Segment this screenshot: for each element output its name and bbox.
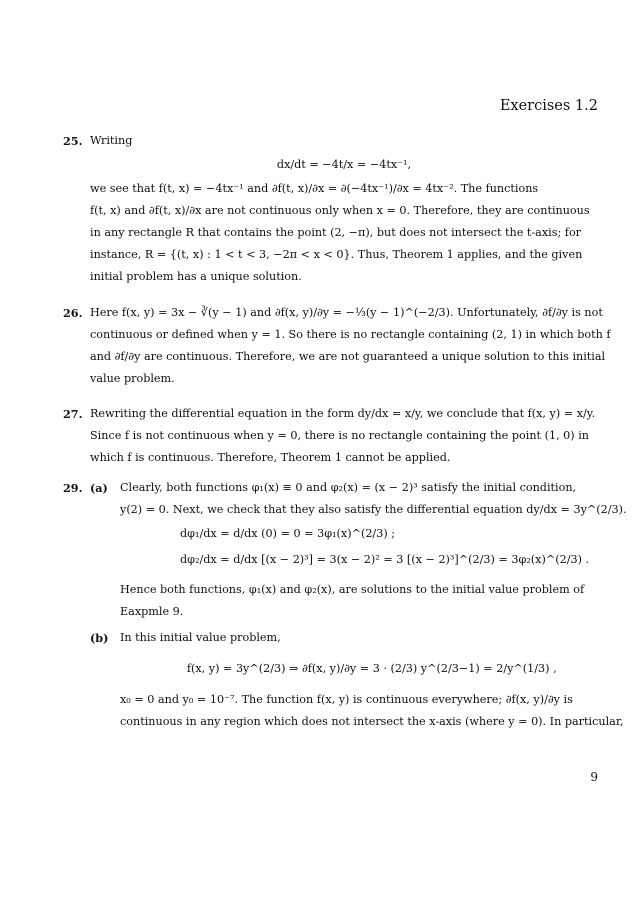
part-label: (a) bbox=[90, 481, 108, 495]
exercise-text: in any rectangle R that contains the point (2, −π), but does not intersect the t-axis; for bbox=[90, 226, 582, 239]
exercise-text: Writing bbox=[90, 134, 133, 147]
exercise-text: continuous or defined when y = 1. So there is no rectangle containing (2, 1) in which both f bbox=[90, 328, 611, 341]
exercise-number: 26. bbox=[63, 306, 83, 320]
exercise-text: Here f(x, y) = 3x − ∛(y − 1) and ∂f(x, y)/∂y = −⅓(y − 1)^(−2/3). Unfortunately, ∂f/∂y is not bbox=[90, 306, 603, 319]
exercise-27 bbox=[63, 403, 598, 469]
display-equation: f(x, y) = 3y^(2/3) ⇒ ∂f(x, y)/∂y = 3 · (2/3) y^(2/3−1) = 2/y^(1/3) , bbox=[186, 662, 557, 675]
display-equation: dx/dt = −4t/x = −4tx⁻¹, bbox=[276, 158, 412, 171]
exercise-text: instance, R = {(t, x) : 1 < t < 3, −2π < x < 0}. Thus, Theorem 1 applies, and the given bbox=[90, 248, 583, 261]
exercise-number: 29. bbox=[63, 481, 83, 495]
exercise-text: continuous in any region which does not intersect the x-axis (where y = 0). In particular, bbox=[120, 715, 624, 728]
exercise-29 bbox=[63, 477, 627, 733]
exercise-text: initial problem has a unique solution. bbox=[90, 270, 302, 283]
exercise-text: Rewriting the differential equation in the form dy/dx = x/y, we conclude that f(x, y) = x/y. bbox=[90, 407, 596, 420]
exercise-text: Clearly, both functions φ₁(x) ≡ 0 and φ₂(x) = (x − 2)³ satisfy the initial condition, bbox=[120, 481, 577, 494]
section-header: Exercises 1.2 bbox=[499, 98, 598, 114]
exercise-text: y(2) = 0. Next, we check that they also satisfy the differential equation dy/dx = 3y^(2/3). bbox=[120, 503, 627, 516]
exercise-number: 25. bbox=[63, 134, 83, 148]
exercise-text: we see that f(t, x) = −4tx⁻¹ and ∂f(t, x)/∂x = ∂(−4tx⁻¹)/∂x = 4tx⁻². The functions bbox=[90, 182, 539, 195]
part-label: (b) bbox=[90, 631, 109, 645]
exercise-text: x₀ = 0 and y₀ = 10⁻⁷. The function f(x, y) is continuous everywhere; ∂f(x, y)/∂y is bbox=[120, 693, 573, 706]
exercise-text: and ∂f/∂y are continuous. Therefore, we are not guaranteed a unique solution to this initial bbox=[90, 350, 606, 363]
exercise-text: Eaxpmle 9. bbox=[120, 605, 184, 618]
part-b bbox=[90, 627, 624, 733]
part-a bbox=[90, 477, 627, 623]
exercise-text: Hence both functions, φ₁(x) and φ₂(x), are solutions to the initial value problem of bbox=[120, 583, 585, 596]
page-number: 9 bbox=[590, 770, 598, 784]
display-equation: dφ₁/dx = d/dx (0) = 0 = 3φ₁(x)^(2/3) ; bbox=[180, 527, 396, 540]
exercise-text: In this initial value problem, bbox=[120, 631, 281, 644]
exercise-text: value problem. bbox=[90, 372, 175, 385]
exercise-text: f(t, x) and ∂f(t, x)/∂x are not continuous only when x = 0. Therefore, they are continuous bbox=[90, 204, 590, 217]
exercise-text: Since f is not continuous when y = 0, there is no rectangle containing the point (1, 0) in bbox=[90, 429, 590, 442]
exercise-26 bbox=[63, 302, 611, 390]
exercise-number: 27. bbox=[63, 407, 83, 421]
display-equation: dφ₂/dx = d/dx [(x − 2)³] = 3(x − 2)² = 3 [(x − 2)³]^(2/3) = 3φ₂(x)^(2/3) . bbox=[180, 553, 590, 566]
exercise-text: which f is continuous. Therefore, Theorem 1 cannot be applied. bbox=[90, 451, 451, 464]
exercise-25 bbox=[63, 130, 598, 288]
